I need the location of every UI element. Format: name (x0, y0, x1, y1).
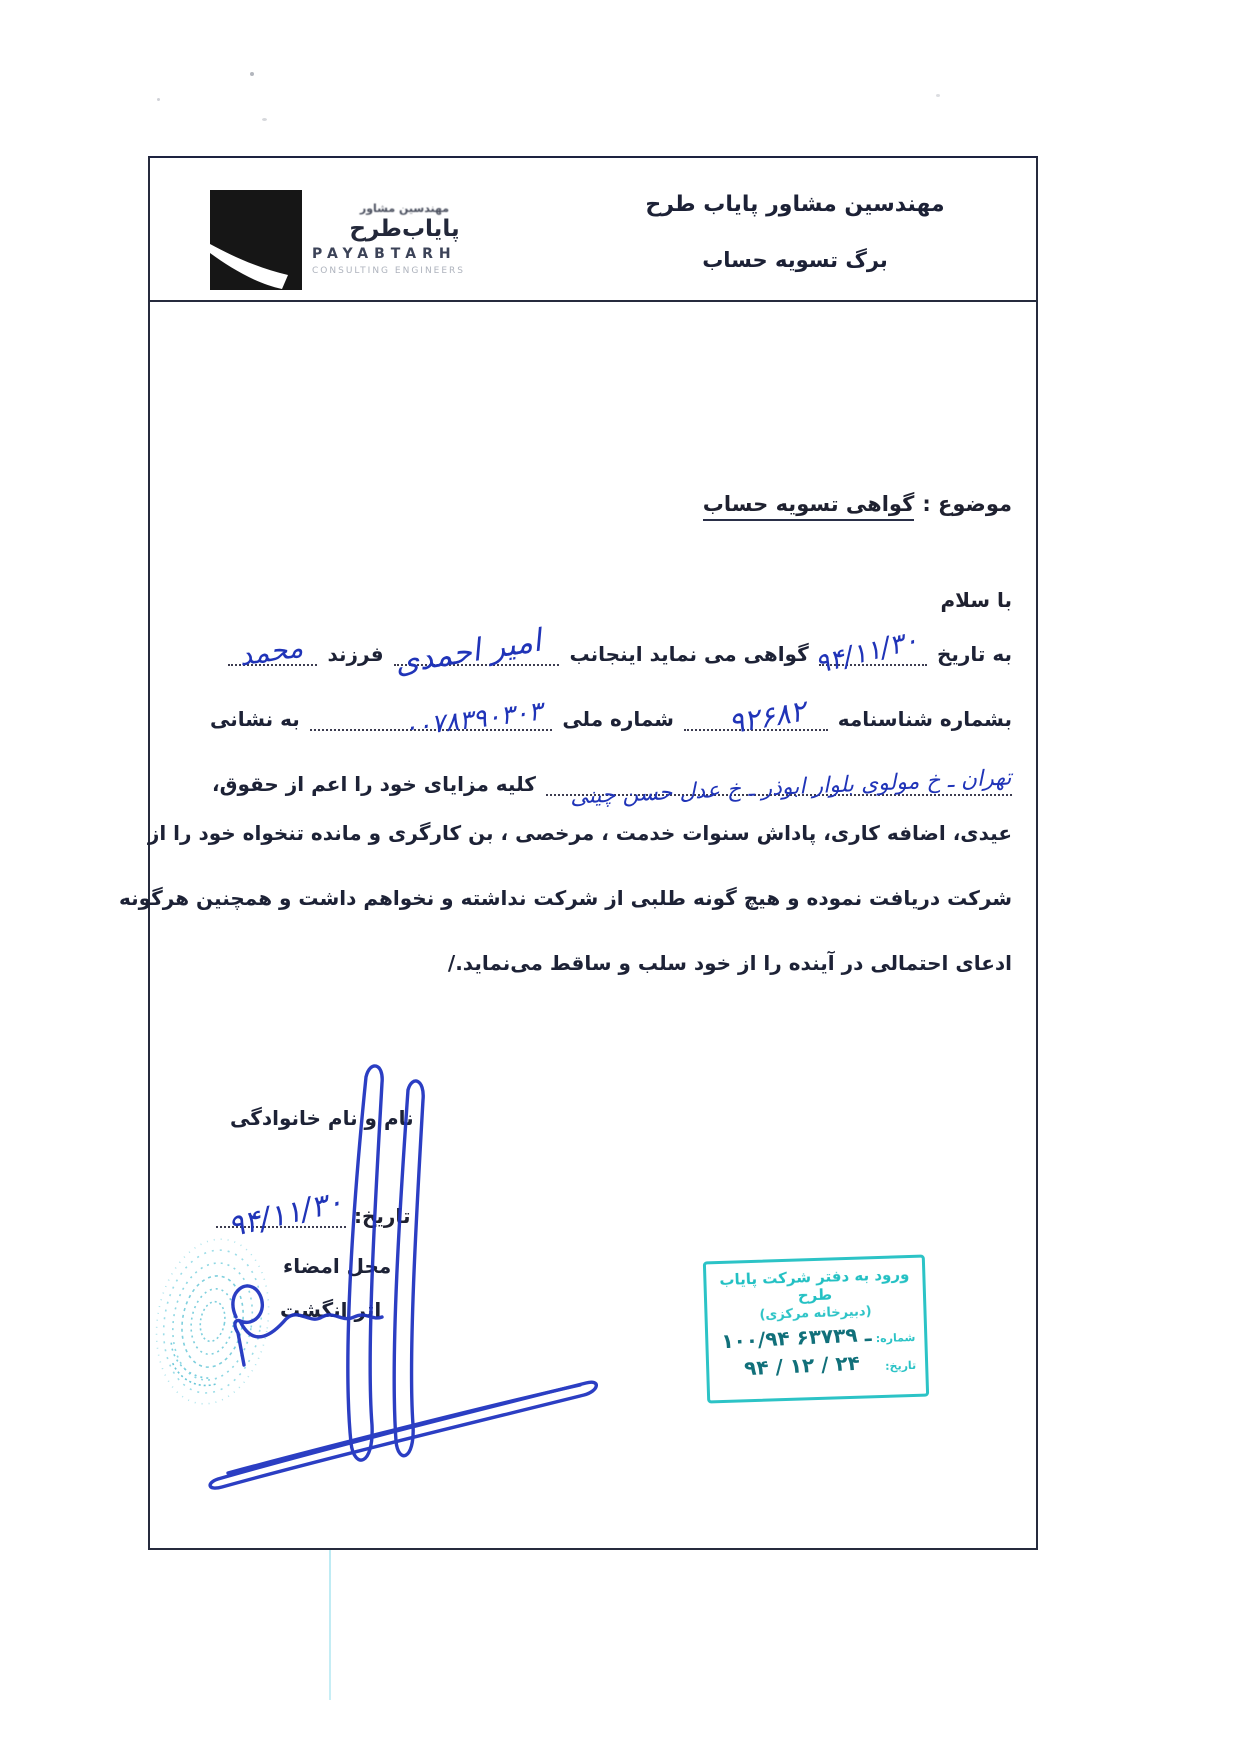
logo-subtitle-en: CONSULTING ENGINEERS (312, 266, 466, 276)
company-logo-mark (210, 190, 302, 290)
handwritten-id-number: ۹۲۶۸۲ (725, 693, 809, 741)
form-title: برگ تسویه حساب (702, 248, 888, 272)
printed-text: کلیه مزایای خود را اعم از حقوق، (212, 772, 536, 796)
stamp-number-label: شماره: (875, 1330, 916, 1346)
header-divider (150, 300, 1036, 302)
printed-text: گواهی می نماید اینجانب (569, 642, 809, 666)
logo-name-fa: پایاب‌طرح (349, 216, 460, 242)
printed-text: فرزند (327, 642, 384, 666)
subject-label: موضوع : (922, 492, 1012, 516)
national-id-blank (310, 696, 553, 744)
body-line-4: عیدی، اضافه کاری، پاداش سنوات خدمت ، مرخصی ، بن کارگری و مانده تنخواه خود را از (147, 821, 1012, 845)
salutation: با سلام (940, 588, 1012, 612)
stamp-date-label: تاریخ: (884, 1358, 917, 1373)
stamp-title: ورود به دفتر شرکت پایاب طرح (719, 1265, 910, 1305)
handwritten-address: تهران ـ خ مولوی بلوار ابوذر ـ خ عدل حسن چینی (569, 765, 1013, 810)
printed-text: شماره ملی (562, 707, 674, 731)
handwritten-date: ۹۴/۱۱/۳۰ (811, 624, 922, 681)
name-blank (391, 622, 560, 682)
stamp-date-value: ۹۴ / ۱۲ / ۲۴ (743, 1350, 860, 1381)
printed-text: بشماره شناسنامه (837, 707, 1012, 731)
scan-speck (157, 98, 160, 101)
secretariat-entry-stamp (703, 1255, 929, 1404)
printed-text: به نشانی (210, 707, 300, 731)
document-border-box (118, 156, 1038, 1550)
handwritten-signature-date: ۹۴/۱۱/۳۰ (224, 1184, 347, 1245)
date-label: تاریخ: (354, 1204, 411, 1228)
logo-swoosh-icon (210, 190, 302, 290)
company-name: مهندسین مشاور پایاب طرح (645, 192, 945, 217)
logo-tagline: مهندسین مشاور (359, 202, 450, 215)
signature-place-label: محل امضاء (283, 1254, 392, 1278)
scan-speck (250, 72, 254, 76)
body-line-6: ادعای احتمالی در آینده را از خود سلب و ساقط می‌نماید./ (447, 951, 1012, 975)
stamp-number-value: ۱۰۰/۹۴ ـ ۶۳۷۳۹ (720, 1321, 873, 1354)
subject-line (703, 492, 1012, 521)
stamp-number-row (717, 1322, 916, 1352)
subject-value: گواهی تسویه حساب (703, 492, 915, 521)
signature-mark (170, 1055, 610, 1495)
stamp-date-row (718, 1350, 917, 1380)
name-surname-label: نام و نام خانوادگی (230, 1106, 414, 1130)
scan-speck (936, 94, 940, 97)
company-logo-text (312, 202, 497, 276)
body-line-3 (212, 756, 1013, 810)
body-line-2 (210, 691, 1012, 744)
scan-speck (262, 118, 267, 121)
logo-name-en: PAYABTARH (312, 246, 457, 262)
handwritten-name: امیر احمدی (391, 622, 544, 682)
printed-text: به تاریخ (936, 642, 1012, 666)
body-line-5: شرکت دریافت نموده و هیچ گونه طلبی از شرکت نداشته و نخواهم داشت و همچنین هرگونه (118, 886, 1012, 910)
stamp-subtitle: (دبیرخانه مرکزی) (759, 1304, 872, 1323)
body-line-1 (228, 622, 1012, 682)
fingerprint-label: اثر انگشت (280, 1298, 382, 1322)
father-name-blank (228, 630, 317, 673)
handwritten-national-id: ۰۰۷۸۳۹۰۳۰۳ (401, 696, 544, 744)
id-number-blank (684, 693, 828, 741)
date-blank (811, 624, 927, 681)
address-blank (546, 765, 1013, 810)
handwritten-father-name: محمد (237, 630, 306, 673)
